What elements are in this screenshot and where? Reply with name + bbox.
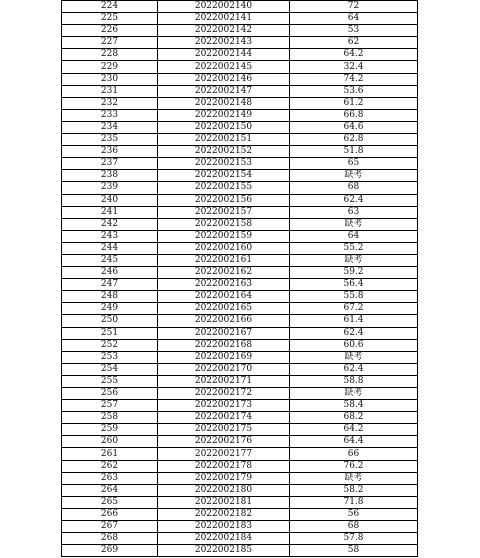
score-cell: 55.2 <box>290 242 418 254</box>
score-cell: 64 <box>290 13 418 25</box>
serial-number-cell: 249 <box>62 303 158 315</box>
serial-number-cell: 267 <box>62 521 158 533</box>
serial-number-cell: 242 <box>62 218 158 230</box>
serial-number-cell: 252 <box>62 339 158 351</box>
serial-number-cell: 227 <box>62 37 158 49</box>
score-cell: 64.4 <box>290 436 418 448</box>
table-row <box>62 375 418 387</box>
exam-id-cell: 2022002154 <box>158 170 290 182</box>
exam-id-cell: 2022002168 <box>158 339 290 351</box>
score-cell: 66.8 <box>290 109 418 121</box>
table-row <box>62 412 418 424</box>
table-row <box>62 436 418 448</box>
exam-id-cell: 2022002142 <box>158 25 290 37</box>
table-row <box>62 472 418 484</box>
serial-number-cell: 235 <box>62 134 158 146</box>
serial-number-cell: 230 <box>62 73 158 85</box>
serial-number-cell: 256 <box>62 388 158 400</box>
score-cell: 60.6 <box>290 339 418 351</box>
table-row <box>62 49 418 61</box>
serial-number-cell: 248 <box>62 291 158 303</box>
table-row <box>62 327 418 339</box>
score-cell: 53.6 <box>290 85 418 97</box>
table-row <box>62 448 418 460</box>
exam-id-cell: 2022002185 <box>158 545 290 557</box>
exam-id-cell: 2022002147 <box>158 85 290 97</box>
table-row <box>62 496 418 508</box>
exam-id-cell: 2022002163 <box>158 279 290 291</box>
exam-id-cell: 2022002160 <box>158 242 290 254</box>
serial-number-cell: 243 <box>62 230 158 242</box>
table-row <box>62 267 418 279</box>
exam-id-cell: 2022002167 <box>158 327 290 339</box>
table-row <box>62 339 418 351</box>
exam-id-cell: 2022002162 <box>158 267 290 279</box>
table-row <box>62 109 418 121</box>
serial-number-cell: 268 <box>62 533 158 545</box>
serial-number-cell: 246 <box>62 267 158 279</box>
exam-id-cell: 2022002172 <box>158 388 290 400</box>
score-cell: 63 <box>290 206 418 218</box>
exam-id-cell: 2022002181 <box>158 496 290 508</box>
serial-number-cell: 239 <box>62 182 158 194</box>
exam-id-cell: 2022002149 <box>158 109 290 121</box>
serial-number-cell: 234 <box>62 121 158 133</box>
table-row <box>62 303 418 315</box>
serial-number-cell: 233 <box>62 109 158 121</box>
score-cell: 55.8 <box>290 291 418 303</box>
table-row <box>62 170 418 182</box>
score-cell: 53 <box>290 25 418 37</box>
score-table <box>61 0 418 557</box>
serial-number-cell: 250 <box>62 315 158 327</box>
table-row <box>62 158 418 170</box>
score-cell: 62.4 <box>290 194 418 206</box>
serial-number-cell: 229 <box>62 61 158 73</box>
score-cell: 56 <box>290 508 418 520</box>
exam-id-cell: 2022002182 <box>158 508 290 520</box>
serial-number-cell: 266 <box>62 508 158 520</box>
serial-number-cell: 224 <box>62 1 158 13</box>
exam-id-cell: 2022002178 <box>158 460 290 472</box>
table-row <box>62 25 418 37</box>
table-row <box>62 194 418 206</box>
score-cell: 缺考 <box>290 388 418 400</box>
table-row <box>62 315 418 327</box>
exam-id-cell: 2022002184 <box>158 533 290 545</box>
score-cell: 64 <box>290 230 418 242</box>
score-cell: 68 <box>290 182 418 194</box>
exam-id-cell: 2022002140 <box>158 1 290 13</box>
score-cell: 64.2 <box>290 424 418 436</box>
exam-id-cell: 2022002155 <box>158 182 290 194</box>
score-cell: 58.4 <box>290 400 418 412</box>
score-cell: 56.4 <box>290 279 418 291</box>
exam-id-cell: 2022002175 <box>158 424 290 436</box>
exam-id-cell: 2022002157 <box>158 206 290 218</box>
table-row <box>62 351 418 363</box>
score-cell: 57.8 <box>290 533 418 545</box>
serial-number-cell: 259 <box>62 424 158 436</box>
serial-number-cell: 263 <box>62 472 158 484</box>
serial-number-cell: 255 <box>62 375 158 387</box>
table-row <box>62 121 418 133</box>
score-cell: 62.8 <box>290 134 418 146</box>
table-row <box>62 73 418 85</box>
score-cell: 62.4 <box>290 327 418 339</box>
exam-id-cell: 2022002146 <box>158 73 290 85</box>
table-row <box>62 279 418 291</box>
score-cell: 58 <box>290 545 418 557</box>
serial-number-cell: 237 <box>62 158 158 170</box>
table-row <box>62 388 418 400</box>
exam-id-cell: 2022002150 <box>158 121 290 133</box>
score-cell: 68 <box>290 521 418 533</box>
serial-number-cell: 241 <box>62 206 158 218</box>
serial-number-cell: 258 <box>62 412 158 424</box>
table-row <box>62 484 418 496</box>
exam-id-cell: 2022002166 <box>158 315 290 327</box>
score-table-body <box>62 1 418 557</box>
table-row <box>62 508 418 520</box>
serial-number-cell: 236 <box>62 146 158 158</box>
score-cell: 59.2 <box>290 267 418 279</box>
serial-number-cell: 247 <box>62 279 158 291</box>
exam-id-cell: 2022002158 <box>158 218 290 230</box>
exam-id-cell: 2022002170 <box>158 363 290 375</box>
score-cell: 62.4 <box>290 363 418 375</box>
score-cell: 61.4 <box>290 315 418 327</box>
table-row <box>62 37 418 49</box>
serial-number-cell: 238 <box>62 170 158 182</box>
score-cell: 72 <box>290 1 418 13</box>
table-row <box>62 545 418 557</box>
exam-id-cell: 2022002173 <box>158 400 290 412</box>
score-cell: 68.2 <box>290 412 418 424</box>
exam-id-cell: 2022002171 <box>158 375 290 387</box>
table-row <box>62 134 418 146</box>
score-cell: 58.2 <box>290 484 418 496</box>
serial-number-cell: 231 <box>62 85 158 97</box>
score-cell: 76.2 <box>290 460 418 472</box>
exam-id-cell: 2022002174 <box>158 412 290 424</box>
serial-number-cell: 269 <box>62 545 158 557</box>
score-cell: 缺考 <box>290 351 418 363</box>
score-cell: 51.8 <box>290 146 418 158</box>
serial-number-cell: 253 <box>62 351 158 363</box>
score-cell: 缺考 <box>290 254 418 266</box>
exam-id-cell: 2022002153 <box>158 158 290 170</box>
table-row <box>62 460 418 472</box>
serial-number-cell: 240 <box>62 194 158 206</box>
exam-id-cell: 2022002152 <box>158 146 290 158</box>
table-row <box>62 424 418 436</box>
serial-number-cell: 232 <box>62 97 158 109</box>
table-row <box>62 230 418 242</box>
serial-number-cell: 254 <box>62 363 158 375</box>
score-cell: 67.2 <box>290 303 418 315</box>
table-row <box>62 146 418 158</box>
table-row <box>62 533 418 545</box>
table-row <box>62 13 418 25</box>
score-cell: 61.2 <box>290 97 418 109</box>
score-cell: 64.2 <box>290 49 418 61</box>
exam-id-cell: 2022002141 <box>158 13 290 25</box>
score-cell: 32.4 <box>290 61 418 73</box>
serial-number-cell: 251 <box>62 327 158 339</box>
exam-id-cell: 2022002161 <box>158 254 290 266</box>
score-cell: 71.8 <box>290 496 418 508</box>
table-row <box>62 97 418 109</box>
exam-id-cell: 2022002180 <box>158 484 290 496</box>
score-cell: 66 <box>290 448 418 460</box>
exam-id-cell: 2022002144 <box>158 49 290 61</box>
table-row <box>62 85 418 97</box>
score-cell: 缺考 <box>290 170 418 182</box>
table-row <box>62 242 418 254</box>
table-row <box>62 254 418 266</box>
table-row <box>62 400 418 412</box>
table-row <box>62 61 418 73</box>
score-cell: 74.2 <box>290 73 418 85</box>
exam-id-cell: 2022002169 <box>158 351 290 363</box>
serial-number-cell: 262 <box>62 460 158 472</box>
score-cell: 缺考 <box>290 472 418 484</box>
serial-number-cell: 226 <box>62 25 158 37</box>
serial-number-cell: 260 <box>62 436 158 448</box>
score-cell: 65 <box>290 158 418 170</box>
serial-number-cell: 264 <box>62 484 158 496</box>
serial-number-cell: 244 <box>62 242 158 254</box>
table-row <box>62 521 418 533</box>
exam-id-cell: 2022002165 <box>158 303 290 315</box>
exam-id-cell: 2022002151 <box>158 134 290 146</box>
table-row <box>62 291 418 303</box>
serial-number-cell: 261 <box>62 448 158 460</box>
serial-number-cell: 225 <box>62 13 158 25</box>
exam-id-cell: 2022002183 <box>158 521 290 533</box>
score-cell: 62 <box>290 37 418 49</box>
exam-id-cell: 2022002179 <box>158 472 290 484</box>
exam-id-cell: 2022002159 <box>158 230 290 242</box>
exam-id-cell: 2022002156 <box>158 194 290 206</box>
serial-number-cell: 257 <box>62 400 158 412</box>
table-row <box>62 206 418 218</box>
table-row <box>62 1 418 13</box>
exam-id-cell: 2022002176 <box>158 436 290 448</box>
exam-id-cell: 2022002164 <box>158 291 290 303</box>
score-cell: 缺考 <box>290 218 418 230</box>
table-row <box>62 182 418 194</box>
score-cell: 64.6 <box>290 121 418 133</box>
table-row <box>62 363 418 375</box>
table-row <box>62 218 418 230</box>
exam-id-cell: 2022002177 <box>158 448 290 460</box>
serial-number-cell: 228 <box>62 49 158 61</box>
serial-number-cell: 245 <box>62 254 158 266</box>
exam-id-cell: 2022002143 <box>158 37 290 49</box>
serial-number-cell: 265 <box>62 496 158 508</box>
score-cell: 58.8 <box>290 375 418 387</box>
exam-id-cell: 2022002148 <box>158 97 290 109</box>
exam-id-cell: 2022002145 <box>158 61 290 73</box>
